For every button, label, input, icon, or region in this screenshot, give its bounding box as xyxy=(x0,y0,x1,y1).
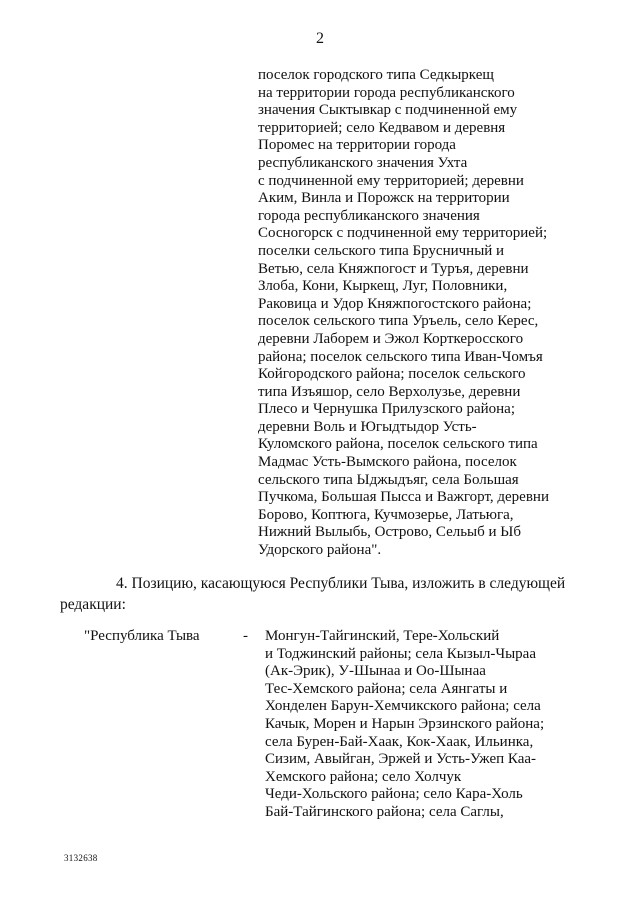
text-line: Сосногорск с подчиненной ему территорией; xyxy=(258,225,548,242)
text-line: Аким, Винла и Порожск на территории xyxy=(258,190,510,207)
text-line: сельского типа Ыджыдъяг, села Большая xyxy=(258,471,519,488)
text-line: Чеди-Хольского района; село Кара-Холь xyxy=(265,786,523,803)
text-line: Мадмас Усть-Вымского района, поселок xyxy=(258,454,517,471)
text-line: Качык, Морен и Нарын Эрзинского района; xyxy=(265,715,545,732)
text-line: (Ак-Эрик), У-Шынаа и Оо-Шынаа xyxy=(265,663,486,680)
text-line: на территории города республиканского xyxy=(258,84,515,101)
text-line: Поромес на территории города xyxy=(258,137,456,154)
text-line: Пучкома, Большая Пысса и Важгорт, деревни xyxy=(258,489,549,506)
text-line: поселок сельского типа Уръель, село Керес, xyxy=(258,313,539,330)
text-line: и Тоджинский районы; села Кызыл-Чыраа xyxy=(265,645,536,662)
text-line: поселки сельского типа Брусничный и xyxy=(258,242,505,259)
text-line: района; поселок сельского типа Иван-Чомъя xyxy=(258,348,543,365)
text-line: села Бурен-Бай-Хаак, Кок-Хаак, Ильинка, xyxy=(265,733,534,750)
text-line: Бай-Тайгинского района; села Саглы, xyxy=(265,803,504,820)
paragraph-4-line-2: редакции: xyxy=(60,596,126,613)
text-line: Хемского района; село Холчук xyxy=(265,768,462,785)
text-line: Удорского района". xyxy=(258,542,382,559)
text-line: значения Сыктывкар с подчиненной ему xyxy=(258,102,518,119)
text-line: поселок городского типа Седкыркещ xyxy=(258,67,494,83)
text-line: Хонделен Барун-Хемчикского района; села xyxy=(265,698,541,715)
text-line: Куломского района, поселок сельского типа xyxy=(258,436,538,453)
text-line: республиканского значения Ухта xyxy=(258,154,468,171)
document-id: 3132638 xyxy=(64,853,98,863)
region-name: "Республика Тыва xyxy=(84,628,200,644)
continued-settlement-list xyxy=(258,67,598,560)
text-line: Плесо и Чернушка Прилузского района; xyxy=(258,401,516,418)
text-line: Раковица и Удор Княжпогостского района; xyxy=(258,295,532,312)
text-line: Нижний Вылыбь, Острово, Сельыб и Ыб xyxy=(258,524,522,541)
text-line: Злоба, Кони, Кыркещ, Луг, Половники, xyxy=(258,278,508,295)
text-line: Тес-Хемского района; села Аянгаты и xyxy=(265,680,508,697)
paragraph-4-line-1: 4. Позицию, касающуюся Республики Тыва, изложить в следующей xyxy=(116,575,566,592)
text-line: деревни Лаборем и Эжол Корткеросского xyxy=(258,330,524,347)
text-line: Сизим, Авыйган, Эржей и Усть-Ужеп Каа- xyxy=(265,751,537,768)
page-number: 2 xyxy=(316,30,324,47)
entry-dash: - xyxy=(243,628,248,644)
text-line: Монгун-Тайгинский, Тере-Хольский xyxy=(265,628,500,644)
text-line: города республиканского значения xyxy=(258,207,480,224)
text-line: деревни Воль и Югыдтыдор Усть- xyxy=(258,418,477,435)
text-line: Койгородского района; поселок сельского xyxy=(258,366,526,383)
text-line: Ветью, села Княжпогост и Туръя, деревни xyxy=(258,260,529,277)
text-line: типа Изъяшор, село Верхолузье, деревни xyxy=(258,383,521,400)
text-line: с подчиненной ему территорией; деревни xyxy=(258,172,524,189)
text-line: Борово, Коптюга, Кучмозерье, Латьюга, xyxy=(258,506,514,523)
region-settlement-list xyxy=(265,628,595,822)
text-line: территорией; село Кедвавом и деревня xyxy=(258,119,506,136)
